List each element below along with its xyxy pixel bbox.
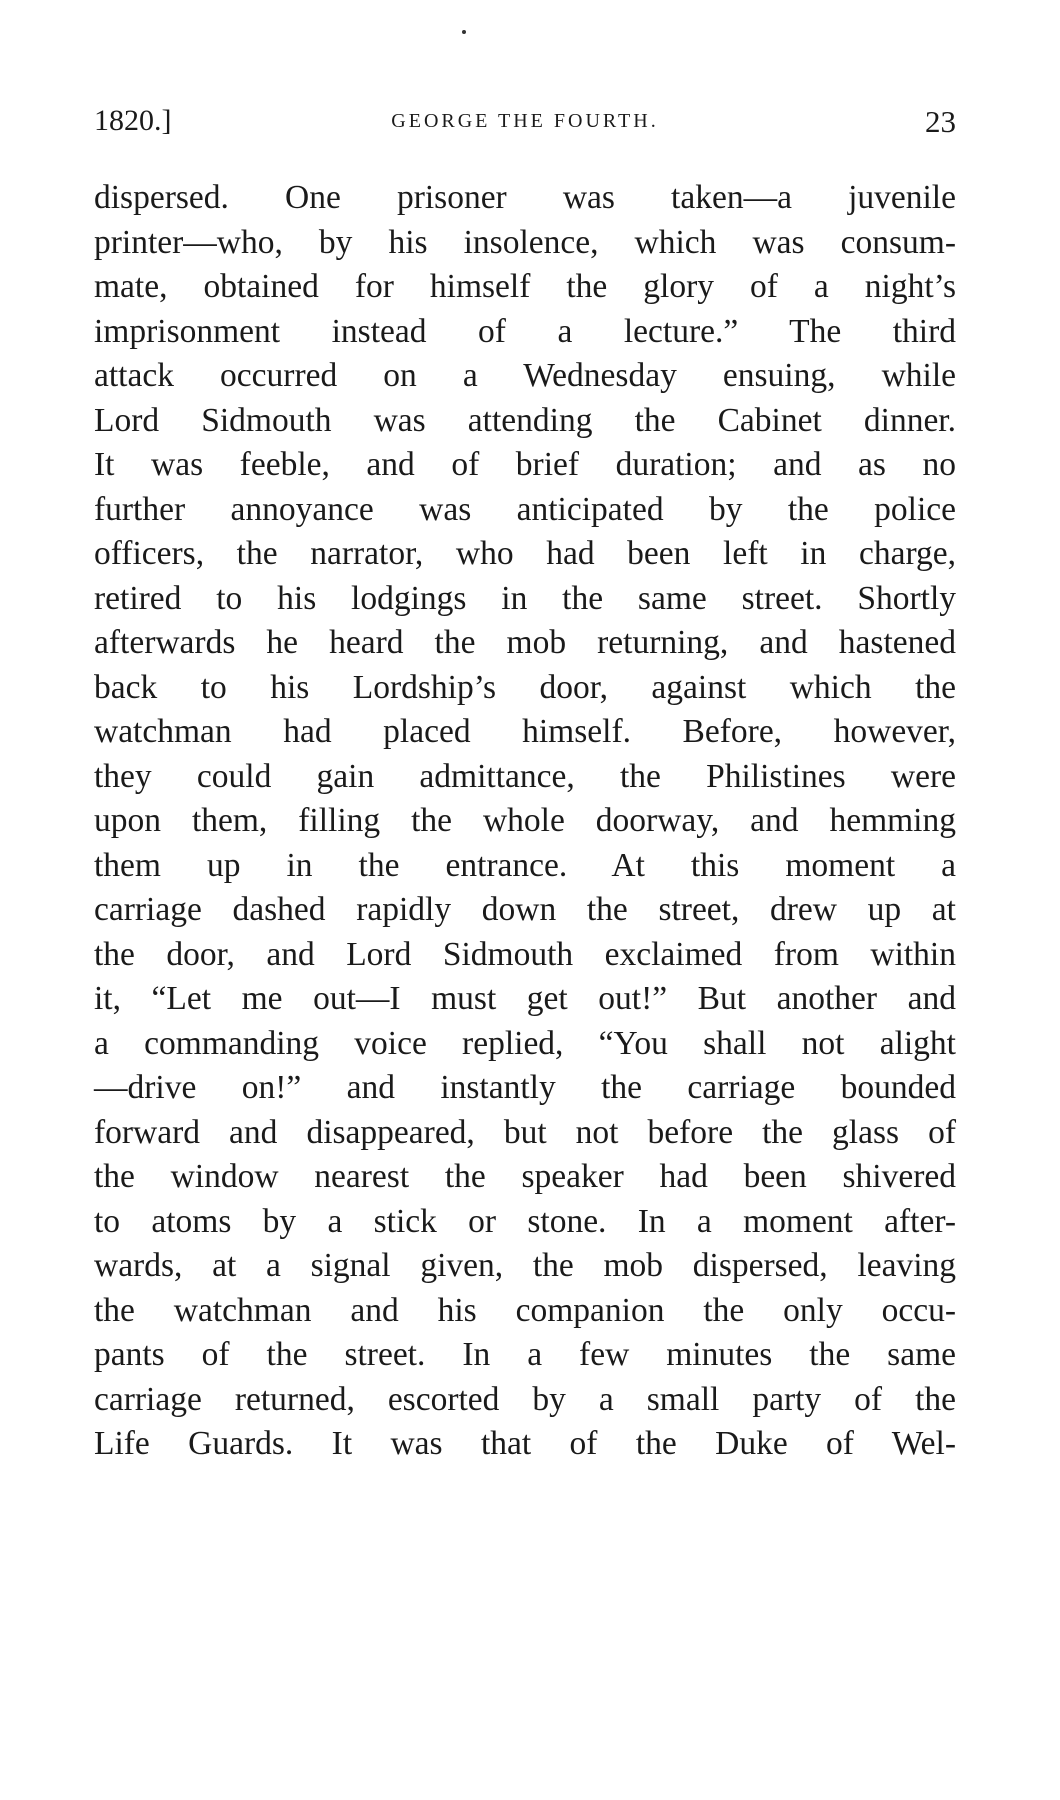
text-line: Life Guards. It was that of the Duke of Wel- [94,1425,956,1462]
text-line: the door, and Lord Sidmouth exclaimed from within [94,935,956,973]
print-speck [462,30,466,34]
text-line: printer—who, by his insolence, which was consum- [94,223,956,261]
text-line: carriage dashed rapidly down the street, drew up at [94,891,956,928]
text-line: a commanding voice replied, “You shall not alight [94,1024,956,1062]
text-line: pants of the street. In a few minutes the same [94,1336,956,1373]
text-line: —drive on!” and instantly the carriage bounded [94,1069,956,1106]
text-line: carriage returned, escorted by a small party of the [94,1380,956,1418]
text-line: afterwards he heard the mob returning, and hastened [94,624,956,661]
header-year: 1820.] [94,104,172,137]
text-line: back to his Lordship’s door, against which the [94,668,956,706]
text-line: them up in the entrance. At this moment a [94,846,956,884]
text-line: they could gain admittance, the Philistines were [94,757,956,795]
text-line: upon them, filling the whole doorway, and hemming [94,802,956,839]
text-line: to atoms by a stick or stone. In a moment after- [94,1202,956,1240]
page-header [94,104,956,144]
text-line: the window nearest the speaker had been shivered [94,1158,956,1195]
text-line: It was feeble, and of brief duration; and as no [94,446,956,483]
text-line: wards, at a signal given, the mob dispersed, leaving [94,1247,956,1284]
page-number: 23 [925,104,956,139]
text-line: mate, obtained for himself the glory of a night’s [94,268,956,305]
text-line: retired to his lodgings in the same street. Shortly [94,579,956,617]
text-line: attack occurred on a Wednesday ensuing, while [94,357,956,394]
text-line: the watchman and his companion the only occu- [94,1291,956,1329]
text-line: forward and disappeared, but not before the glass of [94,1113,956,1151]
text-line: watchman had placed himself. Before, however, [94,713,956,750]
text-line: dispersed. One prisoner was taken—a juvenile [94,179,956,216]
running-title: GEORGE THE FOURTH. [391,110,659,132]
text-line: imprisonment instead of a lecture.” The third [94,312,956,350]
body-text [94,176,956,1467]
text-line: it, “Let me out—I must get out!” But another and [94,980,956,1017]
text-line: officers, the narrator, who had been left in charge, [94,535,956,572]
text-line: Lord Sidmouth was attending the Cabinet dinner. [94,401,956,439]
text-line: further annoyance was anticipated by the police [94,490,956,528]
